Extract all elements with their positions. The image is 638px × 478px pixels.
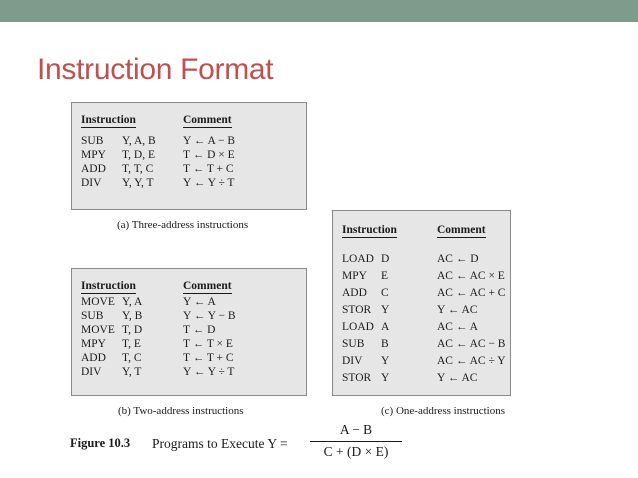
opcode: LOAD bbox=[342, 253, 374, 265]
three-address-caption: (a) Three-address instructions bbox=[117, 219, 249, 231]
operands: Y, T bbox=[122, 366, 142, 378]
instruction-row bbox=[72, 163, 306, 177]
comment: AC ← A bbox=[437, 321, 478, 333]
one-address-panel bbox=[332, 210, 511, 396]
opcode: ADD bbox=[81, 352, 106, 364]
operands: T, D bbox=[122, 324, 143, 336]
opcode: MPY bbox=[81, 149, 106, 161]
comment: T ← T + C bbox=[183, 163, 234, 175]
instruction-row bbox=[72, 296, 306, 310]
instruction-row bbox=[72, 135, 306, 149]
operands: Y bbox=[381, 355, 390, 367]
three-address-panel bbox=[71, 102, 307, 210]
comment: T ← D × E bbox=[183, 149, 235, 161]
instruction-row bbox=[333, 372, 510, 389]
opcode: DIV bbox=[342, 355, 363, 367]
operands: A bbox=[381, 321, 390, 333]
opcode: ADD bbox=[342, 287, 367, 299]
instruction-row bbox=[333, 355, 510, 372]
opcode: STOR bbox=[342, 372, 372, 384]
instruction-row bbox=[72, 366, 306, 380]
instruction-row bbox=[72, 149, 306, 163]
operands: Y, B bbox=[122, 310, 143, 322]
comment: Y ← A − B bbox=[183, 135, 236, 147]
instruction-row bbox=[72, 310, 306, 324]
comment: T ← T + C bbox=[183, 352, 234, 364]
operands: Y bbox=[381, 304, 390, 316]
operands: T, D, E bbox=[122, 149, 156, 161]
operands: T, T, C bbox=[122, 163, 154, 175]
comment: Y ← AC bbox=[437, 372, 478, 384]
one-address-caption: (c) One-address instructions bbox=[381, 405, 506, 417]
opcode: STOR bbox=[342, 304, 372, 316]
slide-top-bar bbox=[0, 0, 638, 22]
opcode: MPY bbox=[342, 270, 367, 282]
operands: T, C bbox=[122, 352, 142, 364]
instruction-row bbox=[72, 324, 306, 338]
comment: Y ← Y ÷ T bbox=[183, 177, 235, 189]
operands: Y, A, B bbox=[122, 135, 156, 147]
instruction-row bbox=[333, 253, 510, 270]
comment: Y ← A bbox=[183, 296, 216, 308]
comment: Y ← Y ÷ T bbox=[183, 366, 235, 378]
opcode: MPY bbox=[81, 338, 106, 350]
opcode: DIV bbox=[81, 366, 102, 378]
instruction-header: Instruction bbox=[81, 114, 136, 126]
two-address-caption: (b) Two-address instructions bbox=[118, 405, 244, 417]
opcode: SUB bbox=[81, 135, 104, 147]
comment: AC ← AC × E bbox=[437, 270, 505, 282]
opcode: DIV bbox=[81, 177, 102, 189]
two-address-panel bbox=[71, 268, 307, 396]
instruction-header: Instruction bbox=[342, 224, 397, 236]
fraction-bar bbox=[310, 441, 402, 442]
comment: AC ← AC + C bbox=[437, 287, 506, 299]
operands: T, E bbox=[122, 338, 141, 350]
opcode: MOVE bbox=[81, 324, 115, 336]
instruction-row bbox=[333, 321, 510, 338]
comment-header: Comment bbox=[437, 224, 486, 236]
fraction-numerator: A − B bbox=[339, 422, 373, 437]
operands: Y, Y, T bbox=[122, 177, 154, 189]
operands: Y bbox=[381, 372, 390, 384]
fraction-denominator: C + (D × E) bbox=[323, 444, 389, 459]
operands: E bbox=[381, 270, 389, 282]
comment-header: Comment bbox=[183, 114, 232, 126]
opcode: ADD bbox=[81, 163, 106, 175]
instruction-row bbox=[72, 338, 306, 352]
comment: T ← T × E bbox=[183, 338, 233, 350]
slide-title: Instruction Format bbox=[37, 53, 274, 86]
operands: D bbox=[381, 253, 390, 265]
instruction-row bbox=[72, 352, 306, 366]
comment: Y ← Y − B bbox=[183, 310, 236, 322]
operands: B bbox=[381, 338, 389, 350]
instruction-row bbox=[333, 304, 510, 321]
comment: AC ← AC ÷ Y bbox=[437, 355, 506, 367]
comment: AC ← D bbox=[437, 253, 479, 265]
comment-header: Comment bbox=[183, 280, 232, 292]
comment: AC ← AC − B bbox=[437, 338, 506, 350]
instruction-row bbox=[333, 338, 510, 355]
figure-text: Programs to Execute Y = bbox=[152, 436, 288, 451]
instruction-header: Instruction bbox=[81, 280, 136, 292]
comment: Y ← AC bbox=[437, 304, 478, 316]
instruction-row bbox=[333, 270, 510, 287]
instruction-row bbox=[72, 177, 306, 191]
opcode: SUB bbox=[342, 338, 365, 350]
instruction-row bbox=[333, 287, 510, 304]
figure-label: Figure 10.3 bbox=[70, 436, 131, 450]
opcode: LOAD bbox=[342, 321, 374, 333]
comment: T ← D bbox=[183, 324, 216, 336]
opcode: MOVE bbox=[81, 296, 115, 308]
operands: C bbox=[381, 287, 389, 299]
formula-fraction bbox=[310, 422, 402, 460]
opcode: SUB bbox=[81, 310, 104, 322]
operands: Y, A bbox=[122, 296, 143, 308]
